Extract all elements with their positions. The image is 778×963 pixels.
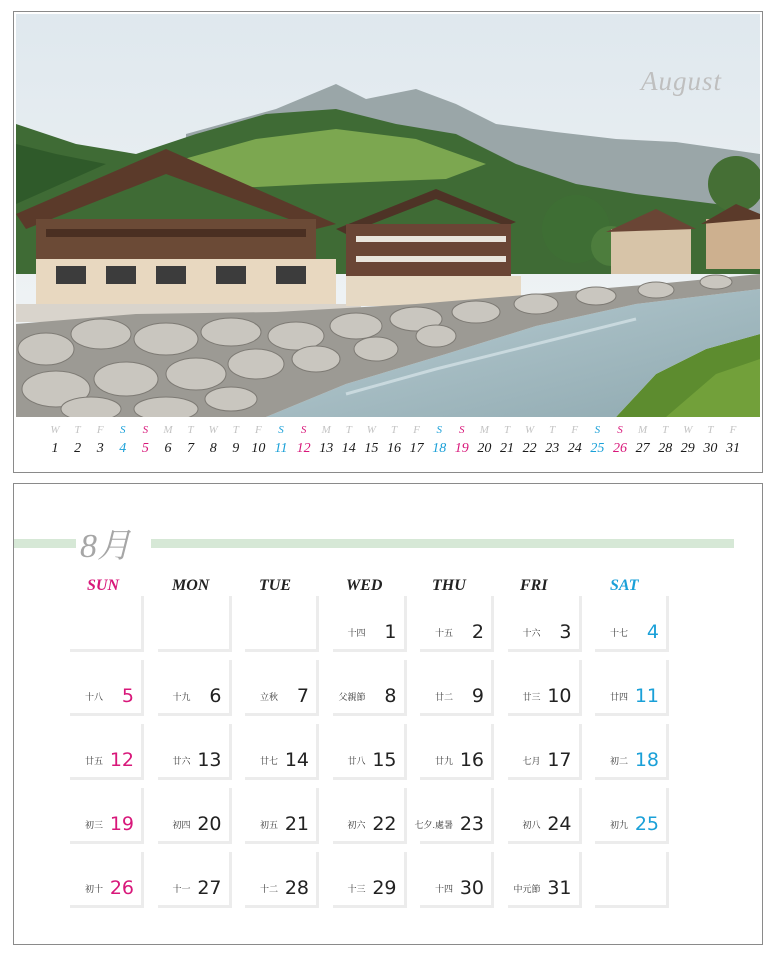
lunar-date-label: 十二 [259, 884, 278, 894]
day-cell[interactable] [158, 788, 232, 844]
lunar-date-label: 十八 [84, 692, 103, 702]
strip-weekday-letter: M [638, 424, 648, 436]
weekday-header-wed: WED [346, 577, 383, 594]
strip-weekday-letter: T [187, 424, 194, 436]
month-name-english: August [640, 66, 722, 96]
day-number: 30 [459, 877, 484, 899]
lunar-date-label: 十四 [434, 884, 453, 894]
lunar-date-label: 十五 [434, 628, 453, 638]
day-cell[interactable] [333, 852, 407, 908]
strip-day-number: 19 [454, 441, 469, 456]
strip-weekday-letter: M [321, 424, 331, 436]
strip-day-number: 21 [500, 441, 514, 456]
strip-weekday-letter: T [232, 424, 239, 436]
strip-weekday-letter: W [50, 424, 60, 436]
day-number: 7 [296, 685, 309, 707]
lunar-date-label: 廿七 [259, 756, 278, 766]
strip-weekday-letter: S [436, 424, 442, 436]
day-cell[interactable] [508, 660, 582, 716]
day-number: 27 [197, 877, 222, 899]
strip-weekday-letter: W [208, 424, 218, 436]
weekday-header-fri: FRI [520, 577, 548, 594]
strip-day-number: 12 [296, 441, 311, 456]
empty-day-cell [595, 852, 669, 908]
strip-weekday-letter: W [366, 424, 376, 436]
photo-calendar-panel [13, 11, 763, 473]
strip-weekday-letter: W [683, 424, 693, 436]
lunar-date-label: 十一 [172, 884, 191, 894]
day-number: 26 [109, 877, 134, 899]
strip-weekday-letter: S [278, 424, 284, 436]
day-number: 10 [547, 685, 572, 707]
strip-day-number: 2 [74, 441, 82, 456]
strip-weekday-letter: W [525, 424, 535, 436]
weekday-header-thu: THU [432, 577, 466, 594]
header-bar-right [151, 539, 734, 548]
lunar-date-label: 廿六 [172, 756, 191, 766]
day-number: 1 [384, 621, 397, 643]
day-cell[interactable] [333, 724, 407, 780]
lunar-date-label: 廿八 [347, 756, 366, 766]
strip-day-number: 20 [477, 441, 492, 456]
day-cell[interactable] [158, 852, 232, 908]
day-number: 15 [372, 749, 397, 771]
day-number: 11 [634, 685, 659, 707]
weekday-header-mon: MON [172, 577, 210, 594]
day-strip [44, 424, 744, 468]
day-cell[interactable] [158, 660, 232, 716]
strip-weekday-letter: T [74, 424, 81, 436]
strip-day-number: 17 [409, 441, 424, 456]
day-cell[interactable] [158, 724, 232, 780]
strip-day-number: 13 [319, 441, 334, 456]
strip-day-number: 22 [522, 441, 537, 456]
day-number: 9 [471, 685, 484, 707]
strip-weekday-letter: T [390, 424, 398, 436]
day-number: 13 [197, 749, 222, 771]
day-cell[interactable] [420, 660, 494, 716]
day-number: 22 [372, 813, 397, 835]
strip-day-number: 3 [96, 441, 104, 456]
empty-day-cell [245, 596, 319, 652]
strip-weekday-letter: T [707, 424, 714, 436]
month-title: 8月 [80, 528, 131, 565]
strip-day-number: 31 [726, 441, 740, 456]
strip-weekday-letter: T [345, 424, 352, 436]
day-cell[interactable] [245, 852, 319, 908]
strip-weekday-letter: S [594, 424, 601, 436]
month-grid-panel [13, 483, 763, 945]
strip-weekday-letter: S [617, 424, 623, 436]
lunar-date-label: 初六 [347, 820, 366, 830]
day-number: 8 [384, 685, 397, 707]
day-cell[interactable] [595, 788, 669, 844]
day-cell[interactable] [508, 852, 582, 908]
day-cell[interactable] [595, 660, 669, 716]
day-cell[interactable] [70, 788, 144, 844]
strip-day-number: 6 [164, 441, 172, 456]
day-number: 21 [284, 813, 309, 835]
day-number: 20 [197, 813, 222, 835]
empty-day-cell [70, 596, 144, 652]
day-number: 18 [634, 749, 659, 771]
day-cell[interactable] [508, 788, 582, 844]
lunar-date-label: 廿五 [84, 756, 103, 766]
weekday-header-tue: TUE [259, 577, 291, 594]
strip-day-number: 1 [51, 441, 59, 456]
lunar-date-label: 父親節 [338, 692, 366, 702]
day-number: 5 [121, 685, 134, 707]
lunar-date-label: 十四 [347, 628, 366, 638]
day-number: 28 [284, 877, 309, 899]
strip-weekday-letter: F [96, 424, 104, 436]
strip-day-number: 10 [251, 441, 266, 456]
day-number: 19 [109, 813, 134, 835]
strip-weekday-letter: F [255, 424, 262, 436]
strip-day-number: 23 [545, 441, 560, 456]
strip-day-number: 5 [141, 441, 149, 456]
lunar-date-label: 十六 [522, 628, 541, 638]
strip-day-number: 15 [364, 441, 379, 456]
lunar-date-label: 初九 [609, 820, 628, 830]
lunar-date-label: 七月 [522, 756, 541, 766]
lunar-date-label: 十七 [609, 628, 628, 638]
day-cell[interactable] [245, 788, 319, 844]
day-cell[interactable] [420, 596, 494, 652]
strip-weekday-letter: M [479, 424, 489, 436]
strip-day-number: 14 [341, 441, 356, 456]
lunar-date-label: 十九 [172, 692, 191, 702]
day-number: 4 [646, 621, 659, 643]
strip-day-number: 25 [590, 441, 605, 456]
day-cell[interactable] [333, 660, 407, 716]
day-number: 6 [209, 685, 222, 707]
day-number: 24 [547, 813, 572, 835]
empty-day-cell [158, 596, 232, 652]
strip-day-number: 24 [567, 441, 582, 456]
strip-weekday-letter: T [662, 424, 669, 436]
strip-weekday-letter: S [120, 424, 126, 436]
day-number: 17 [547, 749, 572, 771]
lunar-date-label: 十三 [347, 884, 366, 894]
day-number: 14 [284, 749, 309, 771]
lunar-date-label: 廿三 [522, 692, 541, 702]
day-cell[interactable] [420, 724, 494, 780]
strip-day-number: 18 [432, 441, 447, 456]
day-cell[interactable] [70, 660, 144, 716]
day-number: 2 [471, 621, 484, 643]
day-cell[interactable] [595, 724, 669, 780]
day-number: 29 [372, 877, 397, 899]
lunar-date-label: 立秋 [259, 692, 278, 702]
day-number: 31 [547, 877, 572, 899]
strip-day-number: 29 [680, 441, 695, 456]
lunar-date-label: 七夕.處暑 [414, 820, 453, 830]
strip-weekday-letter: M [163, 424, 173, 436]
strip-day-number: 11 [274, 441, 288, 456]
weekday-header-sun: SUN [87, 577, 120, 594]
strip-day-number: 27 [635, 441, 650, 456]
lunar-date-label: 初五 [259, 820, 278, 830]
lunar-date-label: 中元節 [513, 884, 541, 894]
day-cell[interactable] [420, 852, 494, 908]
day-cell[interactable] [245, 724, 319, 780]
weekday-header-sat: SAT [610, 577, 639, 594]
header-bar-left [14, 539, 76, 548]
strip-weekday-letter: S [300, 424, 307, 436]
lunar-date-label: 初三 [84, 820, 103, 830]
lunar-date-label: 初八 [522, 820, 541, 830]
day-cell[interactable] [70, 724, 144, 780]
strip-day-number: 7 [187, 441, 195, 456]
day-number: 23 [459, 813, 484, 835]
day-cell[interactable] [333, 788, 407, 844]
day-number: 16 [459, 749, 484, 771]
day-number: 25 [634, 813, 659, 835]
day-cell[interactable] [333, 596, 407, 652]
strip-day-number: 26 [613, 441, 627, 456]
lunar-date-label: 廿四 [609, 692, 628, 702]
strip-day-number: 9 [232, 441, 240, 456]
strip-day-number: 30 [703, 441, 718, 456]
strip-day-number: 28 [658, 441, 673, 456]
landscape-photo [16, 14, 760, 417]
day-cell[interactable] [245, 660, 319, 716]
strip-weekday-letter: S [459, 424, 465, 436]
day-cell[interactable] [508, 724, 582, 780]
day-cell[interactable] [595, 596, 669, 652]
lunar-date-label: 廿九 [434, 756, 453, 766]
day-cell[interactable] [508, 596, 582, 652]
lunar-date-label: 初二 [609, 756, 628, 766]
strip-day-number: 4 [119, 441, 127, 456]
strip-weekday-letter: T [503, 424, 511, 436]
lunar-date-label: 初四 [172, 820, 191, 830]
strip-weekday-letter: F [413, 424, 420, 436]
strip-weekday-letter: S [142, 424, 149, 436]
day-cell[interactable] [70, 852, 144, 908]
day-number: 12 [109, 749, 134, 771]
strip-day-number: 16 [387, 441, 401, 456]
day-number: 3 [559, 621, 572, 643]
lunar-date-label: 廿二 [434, 692, 453, 702]
strip-weekday-letter: F [571, 424, 579, 436]
strip-day-number: 8 [209, 441, 217, 456]
day-cell[interactable] [414, 788, 494, 844]
lunar-date-label: 初十 [84, 884, 103, 894]
strip-weekday-letter: T [549, 424, 556, 436]
strip-weekday-letter: F [729, 424, 737, 436]
